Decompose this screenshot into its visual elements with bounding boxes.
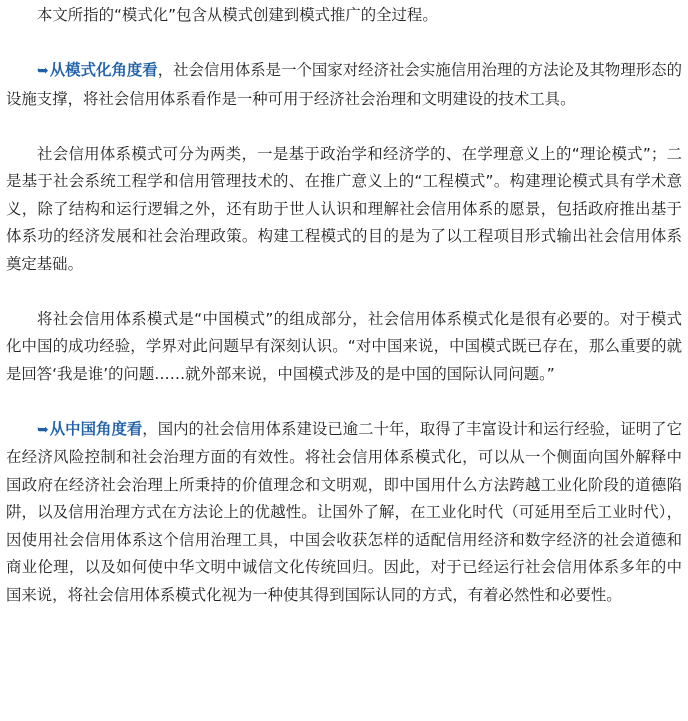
china-model-paragraph — [6, 306, 682, 389]
paragraph-spacer — [6, 113, 682, 141]
modeling-perspective-heading: 从模式化角度看 — [49, 61, 158, 79]
modeling-perspective-paragraph — [6, 57, 682, 113]
china-perspective-text: ，国内的社会信用体系建设已逾二十年，取得了丰富设计和运行经验，证明了它在经济风险控制和社会治理方面的有效性。将社会信用体系模式化，可以从一个侧面向国外解释中国政府在经济社会治理上所秉持的价值理念和文明观，即中国用什么方法跨越工业化阶段的道德陷阱，以及信用治理方式在方法论上的优越性。让国外了解，在工业化时代（可延用至后工业时代），因使用社会信用体系这个信用治理工具，中国会收获怎样的适配信用经济和数字经济的社会道德和商业伦理，以及如何使中华文明中诚信文化传统回归。因此，对于已经运行社会信用体系多年的中国来说，将社会信用体系模式化视为一种使其得到国际认同的方式，有着必然性和必要性。 — [6, 419, 682, 604]
arrow-right-icon: ➥ — [37, 421, 49, 438]
china-model-text: 将社会信用体系模式是“中国模式”的组成部分，社会信用体系模式化是很有必要的。对于模式化中国的成功经验，学界对此问题早有深刻认识。“对中国来说，中国模式既已存在，那么重要的就是回答‘我是谁’的问题……就外部来说，中国模式涉及的是中国的国际认同问题。” — [6, 309, 682, 383]
paragraph-spacer — [6, 30, 682, 58]
china-perspective-heading: 从中国角度看 — [49, 419, 143, 438]
arrow-right-icon: ➥ — [37, 63, 49, 79]
paragraph-spacer — [6, 278, 682, 306]
intro-paragraph — [6, 2, 682, 30]
model-types-text: 社会信用体系模式可分为两类，一是基于政治学和经济学的、在学理意义上的“理论模式”；二是基于社会系统工程学和信用管理技术的、在推广意义上的“工程模式”。构建理论模式具有学术意义，除了结构和运行逻辑之外，还有助于世人认识和理解社会信用体系的愿景，包括政府推出基于体系功的经济发展和社会治理政策。构建工程模式的目的是为了以工程项目形式输出社会信用体系奠定基础。 — [6, 144, 682, 273]
paragraph-spacer — [6, 388, 682, 416]
intro-text: 本文所指的“模式化”包含从模式创建到模式推广的全过程。 — [37, 6, 438, 24]
china-perspective-paragraph — [6, 416, 682, 610]
modeling-perspective-text: ，社会信用体系是一个国家对经济社会实施信用治理的方法论及其物理形态的设施支撑，将社会信用体系看作是一种可用于经济社会治理和文明建设的技术工具。 — [6, 61, 682, 108]
model-types-paragraph — [6, 141, 682, 279]
